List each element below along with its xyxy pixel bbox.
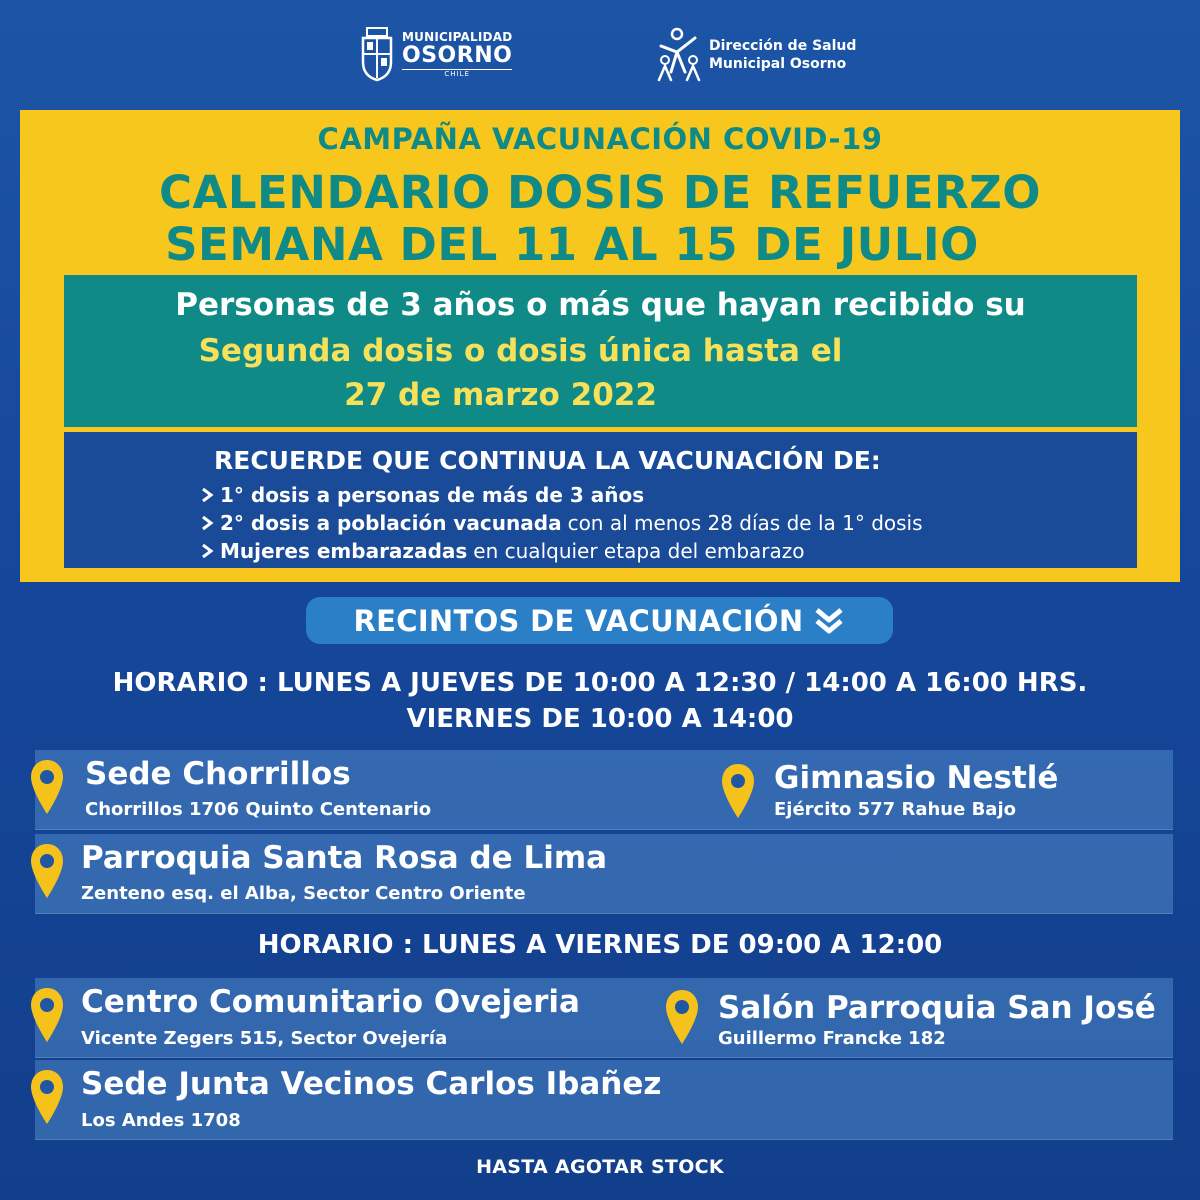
- site-row: [35, 750, 1173, 830]
- calendar-title-line2: SEMANA DEL 11 AL 15 DE JULIO: [165, 218, 979, 271]
- site-name: Salón Parroquia San José: [718, 990, 1156, 1026]
- site-salon-parroquia-san-jose: [660, 978, 1170, 1058]
- location-pin-icon: [29, 758, 65, 816]
- site-name: Sede Chorrillos: [85, 756, 351, 792]
- reminder-list: [200, 481, 923, 565]
- direccion-salud-logo: [655, 26, 856, 84]
- schedule1-line1: HORARIO : LUNES A JUEVES DE 10:00 A 12:30 / 14:00 A 16:00 HRS.: [112, 668, 1088, 698]
- reminder-heading: RECUERDE QUE CONTINUA LA VACUNACIÓN DE:: [214, 446, 881, 475]
- reminder-item-normal: con al menos 28 días de la 1° dosis: [567, 511, 923, 535]
- salud-figures-icon: [655, 26, 703, 84]
- site-name: Parroquia Santa Rosa de Lima: [81, 840, 608, 876]
- recintos-banner: [306, 597, 893, 644]
- site-gimnasio-nestle: [715, 750, 1165, 830]
- double-chevron-down-icon: [813, 606, 845, 636]
- site-sede-junta-vecinos: [35, 1060, 1135, 1140]
- target-line3: 27 de marzo 2022: [344, 377, 657, 413]
- location-pin-icon: [29, 1068, 65, 1126]
- site-row: [35, 1060, 1173, 1140]
- reminder-item-bold: Mujeres embarazadas: [220, 539, 468, 563]
- site-address: Ejército 577 Rahue Bajo: [774, 799, 1016, 820]
- reminder-item: [200, 481, 923, 509]
- site-row: [35, 978, 1173, 1058]
- reminder-item: [200, 537, 923, 565]
- muni-logo-line2: OSORNO: [402, 42, 513, 68]
- calendar-title-line1: CALENDARIO DOSIS DE REFUERZO: [159, 166, 1041, 219]
- target-population-box: [64, 275, 1137, 427]
- schedule1-line2: VIERNES DE 10:00 A 14:00: [406, 704, 794, 734]
- muni-logo-line3: CHILE: [402, 69, 512, 78]
- recintos-label: RECINTOS DE VACUNACIÓN: [353, 603, 804, 638]
- site-centro-comunitario-ovejeria: [35, 978, 655, 1058]
- schedule2-line1: HORARIO : LUNES A VIERNES DE 09:00 A 12:00: [257, 930, 943, 960]
- site-name: Gimnasio Nestlé: [774, 760, 1059, 796]
- site-address: Guillermo Francke 182: [718, 1028, 946, 1049]
- municipal-crest-icon: [360, 26, 394, 82]
- reminder-item-bold: 2° dosis a población vacunada: [220, 511, 562, 535]
- salud-logo-line1: Dirección de Salud: [709, 38, 857, 54]
- header-logos: [0, 22, 1200, 92]
- site-address: Chorrillos 1706 Quinto Centenario: [85, 799, 432, 820]
- chevron-right-icon: [200, 487, 214, 503]
- municipalidad-logo: [360, 26, 512, 82]
- location-pin-icon: [720, 762, 756, 820]
- location-pin-icon: [29, 986, 65, 1044]
- site-address: Vicente Zegers 515, Sector Ovejería: [81, 1028, 448, 1049]
- target-line1: Personas de 3 años o más que hayan recibido su: [175, 287, 1026, 323]
- chevron-right-icon: [200, 543, 214, 559]
- chevron-right-icon: [200, 515, 214, 531]
- target-line2: Segunda dosis o dosis única hasta el: [198, 333, 843, 369]
- location-pin-icon: [664, 988, 700, 1046]
- site-address: Zenteno esq. el Alba, Sector Centro Oriente: [81, 883, 526, 904]
- reminder-item-normal: en cualquier etapa del embarazo: [473, 539, 805, 563]
- site-parroquia-santa-rosa: [35, 834, 1135, 914]
- muni-logo-line1: MUNICIPALIDAD: [402, 29, 513, 44]
- location-pin-icon: [29, 842, 65, 900]
- salud-logo-line2: Municipal Osorno: [709, 56, 847, 72]
- site-name: Centro Comunitario Ovejeria: [81, 984, 580, 1020]
- site-address: Los Andes 1708: [81, 1110, 241, 1131]
- reminder-item: [200, 509, 923, 537]
- site-row: [35, 834, 1173, 914]
- site-name: Sede Junta Vecinos Carlos Ibañez: [81, 1066, 662, 1102]
- campaign-kicker: CAMPAÑA VACUNACIÓN COVID-19: [317, 122, 883, 156]
- reminder-item-bold: 1° dosis a personas de más de 3 años: [220, 483, 645, 507]
- campaign-panel: [20, 110, 1180, 582]
- site-sede-chorrillos: [35, 750, 635, 830]
- footer-stock-note: HASTA AGOTAR STOCK: [476, 1156, 724, 1178]
- reminder-box: [64, 432, 1137, 568]
